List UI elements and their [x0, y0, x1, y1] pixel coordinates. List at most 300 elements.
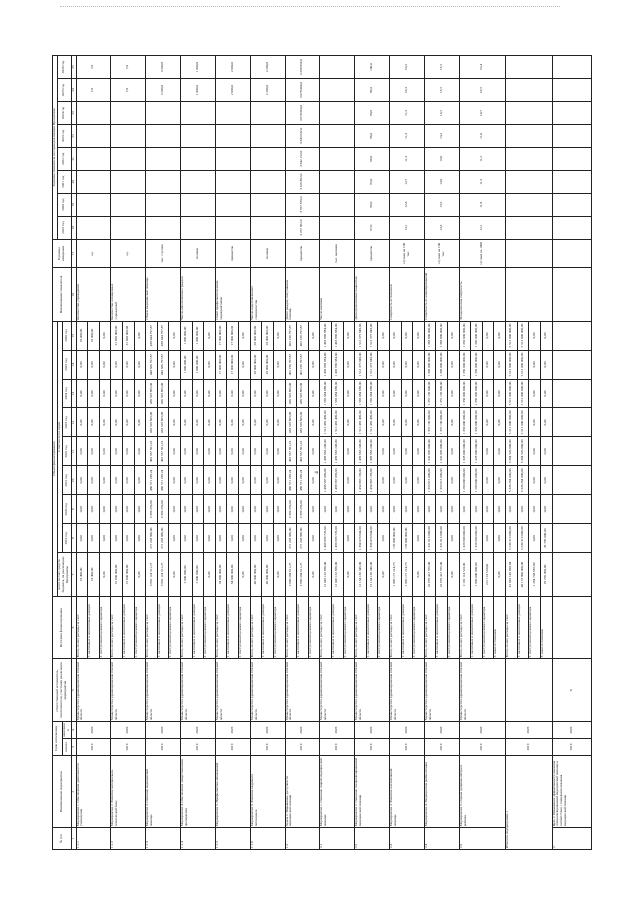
row-year-value: 0,00 [494, 466, 506, 495]
row-year-value: 0,00 [448, 495, 460, 524]
row-year-value: 0,00 [378, 466, 390, 495]
row-year-value: 0,00 [529, 437, 541, 466]
row-year-value: 0,00 [308, 495, 320, 524]
row-indicator-value: 7,0 [76, 79, 111, 102]
row-year-value: 1 290 000 000,00 [459, 466, 471, 495]
row-year-value: 0,00 [308, 437, 320, 466]
column-number: 3 [71, 739, 76, 756]
row-year-value: 0,00 [192, 379, 204, 408]
row-source: 2. поступлений целевого характера [308, 596, 320, 659]
row-year-value: 0,00 [273, 466, 285, 495]
row-year-value: 5 512 000 000,00 [506, 321, 518, 350]
row-indicator-value [320, 124, 355, 147]
row-source: 1. налоговых и неналоговых доходов [366, 596, 378, 659]
row-source: 2. поступлений целевого характера [343, 596, 355, 659]
row-indicator-value [250, 193, 285, 216]
row-indicator-value: 3 257 962,0 [285, 216, 320, 239]
row-year-value: 0,00 [378, 495, 390, 524]
header-fin-year: 2024 год [62, 379, 71, 408]
row-indicator: Число подготовленных специалистов [250, 268, 285, 321]
table-row [285, 56, 297, 850]
row-year-value: 439 529 865,08 [146, 408, 158, 437]
row-unit: человек [181, 239, 216, 268]
row-total: 0,00 [134, 553, 146, 596]
row-year-value: 17 000 000,00 [227, 321, 239, 350]
row-source: 3. иных источников [494, 596, 506, 659]
row-start: 2019 [181, 739, 216, 756]
column-number: 9 [71, 495, 76, 524]
row-unit: случаев на 100 тыс. [389, 239, 424, 268]
row-source: 1. налоговых и неналоговых доходов [401, 596, 413, 659]
row-indicator-value [146, 170, 181, 193]
row-indicator-value: 3 500,0 [146, 79, 181, 102]
row-indicator-value [76, 147, 111, 170]
row-year-value: 0,00 [99, 408, 111, 437]
row-indicator-value: 3 619 862,0 [285, 170, 320, 193]
row-total: 1 085 171 214,73 [389, 553, 401, 596]
row-source: Всего, из них расходы за счет: [389, 596, 401, 659]
row-indicator: Охват профилактическими мероприятиями [215, 268, 250, 321]
row-name: Мероприятие 4. Обеспечение лекарственными препаратами [181, 755, 216, 827]
row-year-value: 483 537 851,23 [146, 437, 158, 466]
row-year-value: 18 400,00 [88, 321, 100, 350]
row-year-value: 0,00 [343, 350, 355, 379]
row-empty-cell [552, 79, 591, 102]
row-year-value: 0,00 [239, 466, 251, 495]
row-indicator-value [146, 102, 181, 125]
row-year-value: 1 000 000,00 [192, 350, 204, 379]
row-name: Мероприятие 4. Медицинская реабилитация [424, 755, 459, 827]
row-year-value: 0,00 [134, 466, 146, 495]
row-year-value: 0,00 [273, 350, 285, 379]
row-year-value: 0,00 [378, 524, 390, 553]
row-year-value: 0,00 [401, 466, 413, 495]
row-year-value: 1 356 000 000,00 [459, 379, 471, 408]
row-indicator-value [506, 170, 552, 193]
row-year-value: 5 336 264 000,00 [506, 466, 518, 495]
row-year-value: 0,00 [227, 408, 239, 437]
row-year-value: 0,00 [262, 437, 274, 466]
row-empty-cell [552, 495, 591, 524]
row-year-value: 0,00 [389, 466, 401, 495]
row-number: 2.5 [459, 828, 505, 850]
row-year-value: 0,00 [169, 321, 181, 350]
scan-edge [60, 6, 560, 8]
row-indicator: Смертность от болезней [389, 268, 424, 321]
row-year-value: 439 529 865,08 [297, 408, 309, 437]
row-indicator-value [320, 56, 355, 79]
row-year-value: 170 000 000,00 [401, 524, 413, 553]
row-year-value: 0,00 [401, 379, 413, 408]
table-row [320, 56, 332, 850]
row-indicator-value: 96,0 [355, 124, 390, 147]
row-unit: ед. [111, 239, 146, 268]
row-year-value: 1 512 375 948,00 [366, 321, 378, 350]
column-number: 7 [71, 553, 76, 596]
row-indicator-value [146, 216, 181, 239]
header-source: Источник финансирования [53, 596, 72, 659]
row-empty-cell [552, 321, 591, 350]
row-year-value: 0,00 [413, 350, 425, 379]
row-year-value: 1 394 070 904,00 [366, 524, 378, 553]
row-source: Всего, из них расходы за счет: [181, 596, 193, 659]
row-unit: процентов [285, 239, 320, 268]
row-year-value: 1 496 996 729,00 [320, 524, 332, 553]
row-empty-cell [552, 553, 591, 596]
row-total: 12 045 132 969,00 [320, 553, 332, 596]
row-empty-cell [552, 268, 591, 321]
row-number: 1.1.1 [76, 828, 111, 850]
row-year-value: 29 705 000,00 [540, 524, 552, 553]
row-total: 12 134 136 349,00 [366, 553, 378, 596]
row-empty-cell [552, 239, 591, 268]
header-value-year: 2021 год [57, 170, 71, 193]
row-indicator-value [215, 170, 250, 193]
row-indicator-value: 13,5 [424, 193, 459, 216]
row-year-value: 0,00 [76, 408, 88, 437]
row-total: 0,00 [273, 553, 285, 596]
row-year-value: 486 571 298,24 [285, 466, 297, 495]
row-source: 1. налоговых и неналоговых доходов [331, 596, 343, 659]
row-year-value: 0,00 [227, 466, 239, 495]
row-executor: Министерство здравоохранения Омской области [320, 659, 355, 722]
row-total: 10 970 412 555,00 [436, 553, 448, 596]
row-year-value: 439 529 865,08 [157, 379, 169, 408]
row-source: 2. поступлений целевого характера [273, 596, 285, 659]
row-year-value: 0,00 [389, 408, 401, 437]
row-year-value: 0,00 [343, 466, 355, 495]
row-total: 0,00 [494, 553, 506, 596]
row-year-value: 0,00 [99, 495, 111, 524]
row-indicator-value [146, 124, 181, 147]
row-indicator-value: 3 678 064,0 [285, 79, 320, 102]
row-indicator-value: 11,3 [389, 147, 424, 170]
row-year-value: 0,00 [540, 350, 552, 379]
row-year-value: 0,00 [76, 379, 88, 408]
row-empty-cell [552, 524, 591, 553]
row-year-value: 31 600 000,00 [122, 321, 134, 350]
row-indicator: Доля граждан, получивших помощь [285, 268, 320, 321]
row-year-value: 1 383 000 000,00 [436, 350, 448, 379]
header-indicator-values: Значение показателя по годам реализации Программы [53, 56, 58, 240]
row-year-value: 1 499 963 248,00 [320, 437, 332, 466]
row-year-value: 1 356 000 000,00 [459, 408, 471, 437]
row-year-value: 0,00 [122, 350, 134, 379]
row-year-value: 1 357 130 000,00 [436, 408, 448, 437]
row-year-value: 0,00 [250, 408, 262, 437]
row-indicator-value: 2 200,0 [250, 56, 285, 79]
row-year-value: 1 356 000 000,00 [471, 350, 483, 379]
row-indicator-value: 3 298 859,0 [285, 56, 320, 79]
row-year-value: 0,00 [413, 466, 425, 495]
header-by-years: в том числе по годам [57, 321, 62, 553]
row-source: 1. налоговых и неналоговых доходов [192, 596, 204, 659]
row-indicator-value: 13,3 [424, 216, 459, 239]
row-year-value: 1 357 130 000,00 [436, 379, 448, 408]
row-end: 2026 [506, 722, 552, 739]
row-indicator-value [215, 124, 250, 147]
row-total: 1 980 000 000,00 [471, 553, 483, 596]
header-fin-year: 2021 год [62, 466, 71, 495]
row-total: 2 960 284 611,27 [285, 553, 297, 596]
row-end: 2026 [355, 722, 390, 739]
row-year-value: 0,00 [88, 379, 100, 408]
row-indicator-value [181, 170, 216, 193]
row-indicator-value: 11,0 [459, 124, 505, 147]
row-source: Всего, из них расходы за счет: [355, 596, 367, 659]
row-year-value: 1 356 000 000,00 [471, 321, 483, 350]
row-year-value: 483 537 851,23 [157, 437, 169, 466]
row-indicator-value [111, 102, 146, 125]
row-year-value: 1 353 615 000,00 [424, 466, 436, 495]
row-year-value: 0,00 [192, 466, 204, 495]
row-year-value: 20 000 000,00 [262, 350, 274, 379]
row-year-value: 1 512 465 409,00 [366, 408, 378, 437]
row-year-value: 0,00 [88, 466, 100, 495]
header-volume: Объем финансирования [53, 321, 58, 596]
row-year-value: 0,00 [494, 379, 506, 408]
row-year-value: 0,00 [529, 495, 541, 524]
row-indicator-value: 10,7 [459, 102, 505, 125]
column-number: 2 [71, 755, 76, 827]
row-start: 2019 [111, 739, 146, 756]
row-year-value: 0,00 [401, 495, 413, 524]
row-year-value: 0,00 [76, 437, 88, 466]
row-year-value: 0,00 [76, 350, 88, 379]
column-number: 4 [71, 722, 76, 739]
row-year-value: 0,00 [413, 379, 425, 408]
row-year-value: 1 493 969 984,00 [331, 321, 343, 350]
row-indicator-value: 3 642 152,0 [285, 147, 320, 170]
row-total: 0,00 [308, 553, 320, 596]
row-year-value: 0,00 [529, 466, 541, 495]
row-source: 1. налоговых и неналоговых доходов [227, 596, 239, 659]
row-total: 31 600 000,00 [122, 553, 134, 596]
row-indicator-value: 13,6 [424, 147, 459, 170]
row-empty-cell [552, 408, 591, 437]
row-indicator: Число обеспеченных граждан [181, 268, 216, 321]
row-year-value: 0,00 [401, 350, 413, 379]
row-indicator-value: 11,3 [389, 102, 424, 125]
row-year-value: 0,00 [111, 408, 123, 437]
column-number: 13 [71, 379, 76, 408]
row-year-value: 1 454 865 196,00 [355, 466, 367, 495]
row-year-value: 0,00 [529, 524, 541, 553]
row-indicator-value [320, 216, 355, 239]
row-indicator-value [320, 79, 355, 102]
row-year-value: 439 529 865,08 [285, 379, 297, 408]
row-year-value: 0,00 [99, 379, 111, 408]
table-row [76, 56, 88, 850]
row-year-value: 1 454 865 196,00 [366, 466, 378, 495]
row-total: 0,00 [169, 553, 181, 596]
header-fin-year: 2022 год [62, 437, 71, 466]
row-end: 2026 [111, 722, 146, 739]
row-year-value: 5 394 520 000,00 [506, 437, 518, 466]
row-year-value: 0,00 [250, 437, 262, 466]
row-year-value: 0,00 [343, 437, 355, 466]
row-year-value: 1 565 084 689,00 [366, 379, 378, 408]
row-year-value: 1 493 969 984,00 [320, 321, 332, 350]
header-executor: Ответственный исполнитель, соисполнители, участники реализации мероприятия [53, 659, 72, 722]
row-year-value: 0,00 [134, 524, 146, 553]
row-year-value: 0,00 [343, 408, 355, 437]
column-number: 11 [71, 437, 76, 466]
row-source: Всего, из них расходы за счет: [76, 596, 88, 659]
row-year-value: 0,00 [122, 466, 134, 495]
row-year-value: 0,00 [262, 495, 274, 524]
row-indicator-value: 11,3 [389, 124, 424, 147]
row-year-value: 1 332 005 000,00 [436, 437, 448, 466]
row-year-value: 0,00 [250, 379, 262, 408]
row-total: 40 000 000,00 [250, 553, 262, 596]
row-mark: X [552, 659, 591, 722]
row-indicator-value [215, 102, 250, 125]
row-year-value: 0,00 [308, 350, 320, 379]
row-total: 2 960 284 611,27 [297, 553, 309, 596]
row-number: 2. [552, 828, 591, 850]
row-year-value: 0,00 [192, 437, 204, 466]
row-year-value: 3 399 256,00 [297, 495, 309, 524]
row-year-value: 0,00 [482, 408, 494, 437]
table-row [459, 56, 471, 850]
row-year-value: 0,00 [401, 321, 413, 350]
row-year-value: 1 488 587 086,00 [320, 466, 332, 495]
column-number: 24 [71, 79, 76, 102]
row-source: 2. поступлений целевого характера [169, 596, 181, 659]
row-unit: ед. [76, 239, 111, 268]
row-year-value: 0,00 [215, 379, 227, 408]
row-year-value: 439 529 865,08 [285, 408, 297, 437]
row-year-value: 0,00 [181, 408, 193, 437]
row-year-value: 0,00 [540, 466, 552, 495]
row-year-value: 0,00 [343, 495, 355, 524]
row-indicator-value: 3 557 870,0 [285, 193, 320, 216]
row-year-value: 0,00 [88, 408, 100, 437]
row-year-value: 0,00 [529, 408, 541, 437]
row-year-value: 0,00 [308, 321, 320, 350]
row-name: Задача 2. Повышение доступности медицинской помощи [285, 755, 320, 827]
row-source: 1. налоговых и неналоговых доходов [122, 596, 134, 659]
row-year-value: 0,00 [227, 524, 239, 553]
row-year-value: 0,00 [448, 408, 460, 437]
row-year-value: 0,00 [88, 524, 100, 553]
row-empty-cell [552, 350, 591, 379]
row-year-value: 486 571 298,24 [146, 466, 158, 495]
row-year-value: 1 328 000 000,00 [459, 437, 471, 466]
row-year-value: 0,00 [262, 408, 274, 437]
row-year-value: 271 203 886,00 [157, 524, 169, 553]
row-indicator-value [215, 193, 250, 216]
row-year-value: 0,00 [401, 408, 413, 437]
header-fin-year: 2026 год [62, 321, 71, 350]
row-source: Всего, из них расходы за счет: [459, 596, 471, 659]
header-name: Наименование мероприятия [53, 755, 72, 827]
row-year-value: 0,00 [204, 379, 216, 408]
row-executor: Министерство здравоохранения Омской области [181, 659, 216, 722]
row-year-value: 0,00 [99, 524, 111, 553]
row-indicator-value [181, 124, 216, 147]
row-indicator: Количество учреждений [76, 268, 111, 321]
row-year-value: 0,00 [169, 408, 181, 437]
column-number: 18 [71, 216, 76, 239]
row-total: 0,00 [204, 553, 216, 596]
row-total: 0,00 [378, 553, 390, 596]
row-indicator-value [76, 102, 111, 125]
row-number: 1.1.5 [215, 828, 250, 850]
row-indicator-value: 3 670 064,0 [285, 102, 320, 125]
row-unit [506, 239, 552, 268]
row-indicator-value [76, 170, 111, 193]
row-number: 2.2 [355, 828, 390, 850]
row-year-value: 439 529 865,08 [297, 379, 309, 408]
row-indicator-value: 10,5 [389, 56, 424, 79]
row-year-value: 0,00 [134, 437, 146, 466]
row-empty-cell [552, 170, 591, 193]
row-year-value: 0,00 [540, 437, 552, 466]
row-year-value: 0,00 [192, 524, 204, 553]
row-year-value: 0,00 [331, 495, 343, 524]
row-year-value: 0,00 [88, 495, 100, 524]
row-year-value: 0,00 [215, 495, 227, 524]
row-year-value: 0,00 [227, 379, 239, 408]
row-indicator-value: 3 500,0 [146, 56, 181, 79]
row-executor: Министерство здравоохранения Омской области [250, 659, 285, 722]
row-indicator: Доля пролеченных пациентов [355, 268, 390, 321]
row-executor: Министерство здравоохранения Омской области [459, 659, 505, 722]
row-year-value: 0,00 [215, 524, 227, 553]
row-start: 2019 [355, 739, 390, 756]
header-term: Срок исполнения [53, 722, 63, 756]
header-no: № п/п [53, 828, 72, 850]
row-indicator-value [181, 193, 216, 216]
row-year-value: 0,00 [413, 321, 425, 350]
column-number: 10 [71, 466, 76, 495]
row-year-value: 0,00 [227, 437, 239, 466]
row-year-value: 0,00 [169, 524, 181, 553]
row-year-value: 1 356 000 000,00 [471, 408, 483, 437]
row-indicator-value [506, 79, 552, 102]
row-year-value: 0,00 [122, 437, 134, 466]
row-total: 0,00 [343, 553, 355, 596]
row-year-value: 0,00 [273, 321, 285, 350]
row-year-value: 1 565 084 689,00 [331, 379, 343, 408]
row-year-value: 1 512 465 409,00 [331, 408, 343, 437]
row-year-value: 1 383 000 000,00 [424, 321, 436, 350]
row-indicator-value [320, 147, 355, 170]
row-name: Мероприятие 3. Развитие паллиативной помощи [389, 755, 424, 827]
row-indicator-value [506, 102, 552, 125]
row-indicator-value: 13,5 [424, 56, 459, 79]
row-year-value: 486 571 298,24 [157, 466, 169, 495]
row-year-value: 0,00 [529, 350, 541, 379]
row-indicator-value [250, 102, 285, 125]
row-indicator-value [76, 193, 111, 216]
row-year-value: 0,00 [181, 437, 193, 466]
row-indicator-value: 12,7 [389, 170, 424, 193]
row-year-value: 5 236 519 000,00 [506, 524, 518, 553]
row-indicator-value: 96,0 [355, 193, 390, 216]
row-indicator-value [111, 147, 146, 170]
row-indicator-value [181, 147, 216, 170]
header-value-year: 2023 год [57, 124, 71, 147]
column-number: 8 [71, 524, 76, 553]
row-name: Цель 2. Повышение эффективности оказания специализированной медицинской помощи в соответствии с порядками оказания медицинской помощи [552, 755, 591, 827]
row-year-value: 20 000 000,00 [262, 321, 274, 350]
row-year-value: 462 256 797,87 [297, 350, 309, 379]
row-start: 2019 [459, 739, 505, 756]
row-year-value: 0,00 [448, 350, 460, 379]
